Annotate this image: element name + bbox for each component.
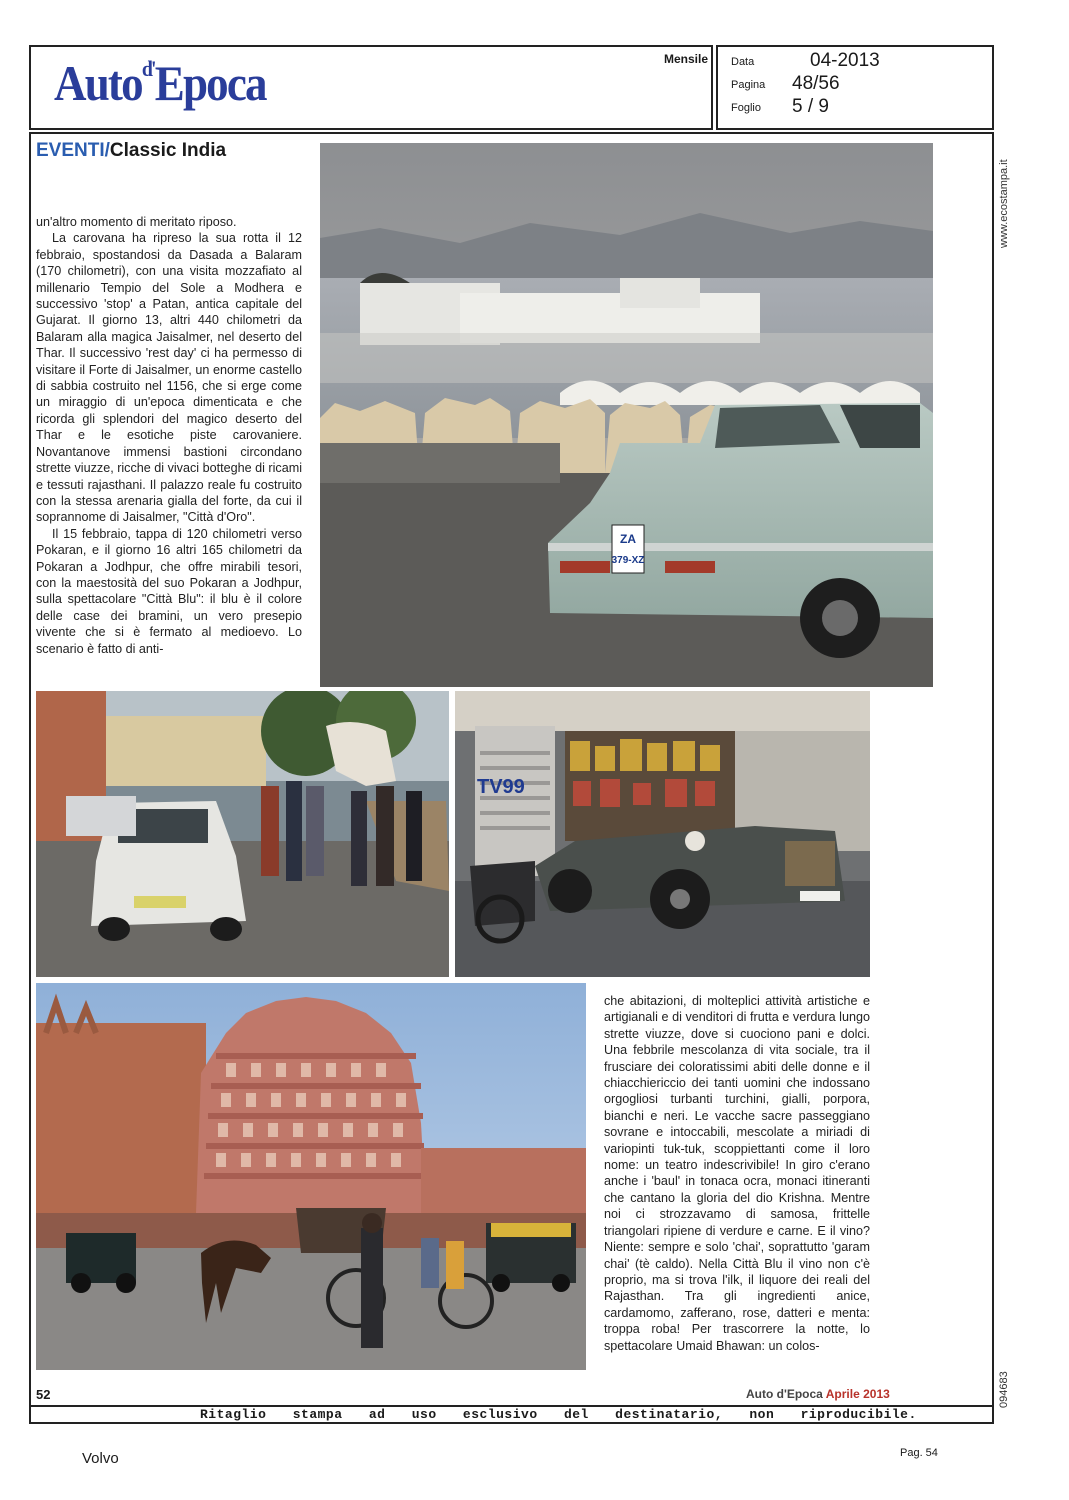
article-column-1	[36, 214, 302, 657]
brand-label: Volvo	[82, 1450, 119, 1467]
photo-street-white-car	[36, 691, 449, 977]
section-title: EVENTI/Classic India	[36, 140, 227, 161]
paragraph: un'altro momento di meritato riposo.	[36, 215, 237, 229]
magazine-logo: Auto$^{d'}$Epoca	[54, 55, 266, 111]
sheet-label: Foglio	[731, 102, 761, 114]
page-label: Pagina	[731, 79, 766, 91]
article-column-2	[604, 993, 870, 1354]
clipping-notice: Ritaglio stampa ad uso esclusivo del destinatario, non riproducibile.	[200, 1407, 917, 1422]
photo-lake-palace-car	[320, 143, 933, 687]
paragraph: che abitazioni, di molteplici attività artistiche e artigianali e di venditori di frutta e verdura lungo strette viuzze, dove si cuociono pani e dolci. Una febbrile mescolanza di vita sociale, tra il frusciare dei coloratissimi abiti delle donne e il chiacchiericcio dei tanti uomini che indossano orgogliosi turbanti turchini, gialli, porpora, bianchi e neri. Le vacche sacre passeggiano sovrane e intoccabili, mescolate a miriadi di variopinti tuk-tuk, scoppiettanti come il loro nome: un teatro indescrivibile! In giro c'erano anche i 'baul' in tonaca ocra, monaci itineranti che cantano la gloria del dio Krishna. Mentre noi ci strozzavamo di samosa, frittelle triangolari ripiene di verdure e carne. E il vino? Niente: sempre e solo 'chai', soprattutto 'garam chai' (tè caldo). Nella Città Blu il vino non c'è proprio, ma si trova l'ilk, il liquore dei reali del Rajasthan. Tra gli ingredienti anice, cardamomo, zafferano, rose, datteri e menta: troppa roba! Per trascorrere la notte, lo spettacolare Umaid Bhawan: un colos-	[604, 994, 870, 1353]
page-value: 48/56	[792, 73, 840, 94]
plate-line-2: 379-XZ	[611, 555, 645, 566]
date-value: 04-2013	[810, 50, 880, 71]
sheet-value: 5 / 9	[792, 96, 829, 117]
date-label: Data	[731, 56, 755, 68]
plate-line-1: ZA	[620, 532, 636, 546]
photo-hawa-mahal	[36, 983, 586, 1370]
paragraph: La carovana ha ripreso la sua rotta il 12 febbraio, spostandosi da Dasada a Balaram (170 chilometri), con una visita mozzafiato al millenario Tempio del Sole a Modhera e successivo 'stop' a Patan, antica capitale del Gujarat. Il giorno 13, altri 440 chilometri da Balaram alla magica Jaisalmer, nel deserto del Thar. Il successivo 'rest day' ci ha permesso di visitare il Forte di Jaisalmer, un enorme castello di sabbia costruito nel 1156, che si erge come un miraggio di un'epoca dimenticata e che ricorda gli splendori del magico deserto del Thar e le esotiche piste carovaniere. Novantanove immensi bastioni circondano strette viuzze, ricche di vivaci botteghe di ricami e tessuti rajasthani. Il palazzo reale fu costruito con la stessa arenaria gialla del forte, da cui il soprannome di Jaisalmer, "Città d'Oro".	[36, 231, 302, 525]
paragraph: Il 15 febbraio, tappa di 120 chilometri verso Pokaran, e il giorno 16 altri 165 chilometri da Pokaran a Jodhpur, che offre mirabili tesori, con la maestosità del suo Pokaran a Jodhpur, sulla spettacolare "Città Blu": il blu è il colore delle case dei bramini, un vero presepio vivente che si è fermato al medioevo. Lo scenario è fatto di anti-	[36, 526, 302, 656]
page-number: 52	[36, 1387, 51, 1402]
photo-vintage-car-shop	[455, 691, 870, 977]
page-reference: Pag. 54	[900, 1447, 938, 1459]
code-vertical: 094683	[998, 1371, 1010, 1408]
frequency-label: Mensile	[664, 52, 709, 66]
website-vertical: www.ecostampa.it	[998, 159, 1010, 248]
magazine-footer: Auto d'Epoca Aprile 2013	[746, 1387, 890, 1401]
tv-shop-sign: TV99	[477, 776, 525, 798]
